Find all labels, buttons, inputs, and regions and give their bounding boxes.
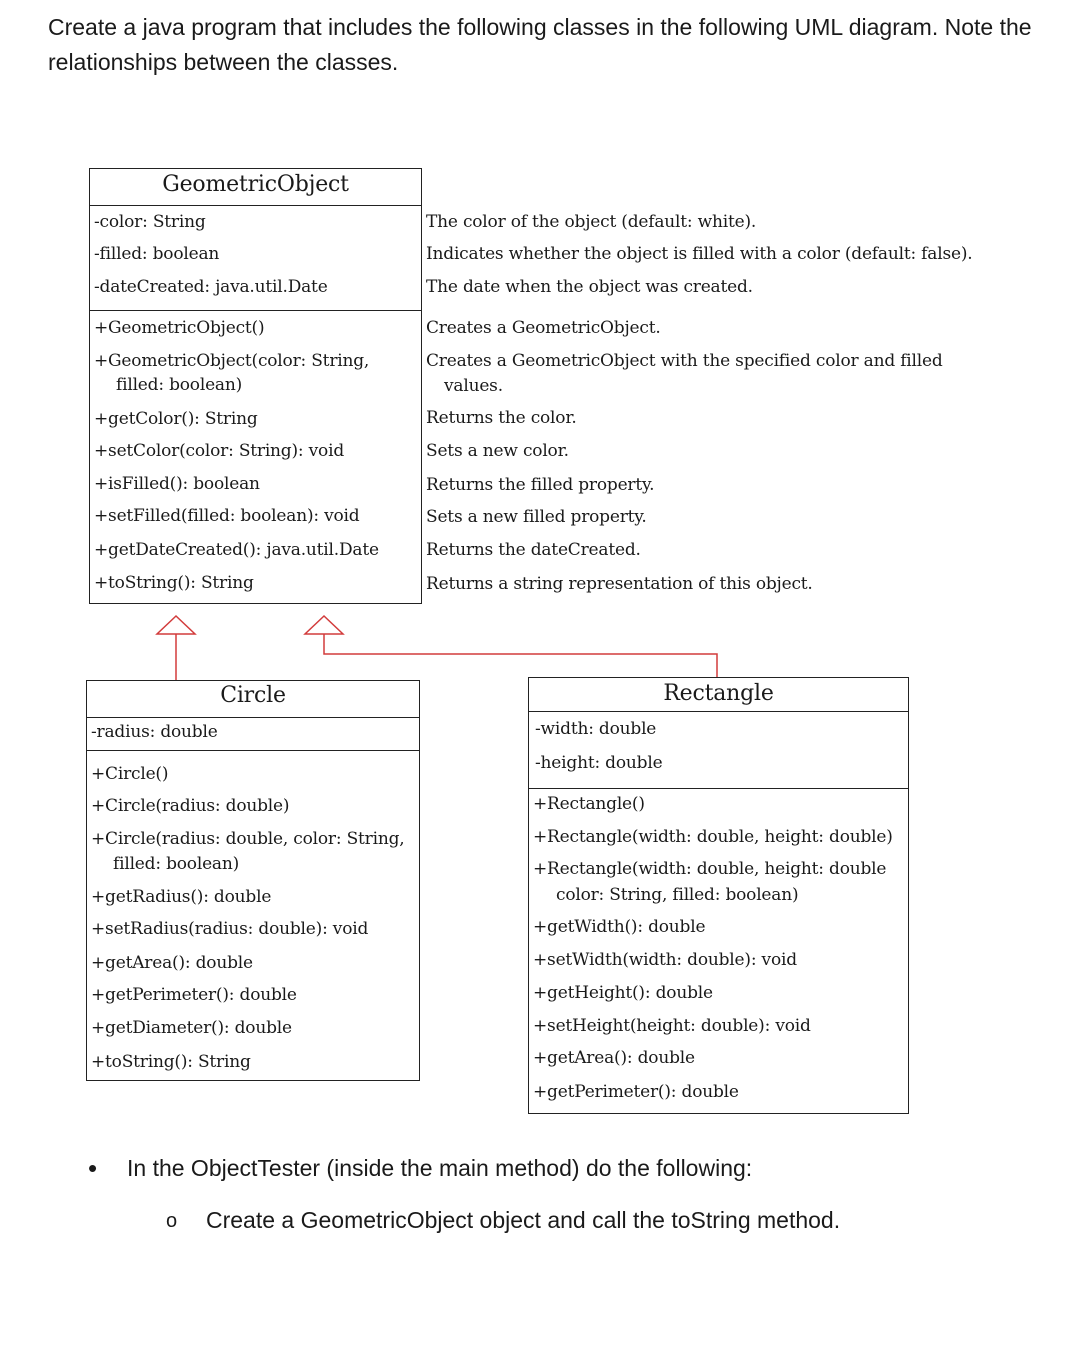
method-getdatecreated: +getDateCreated(): java.util.Date (94, 540, 379, 560)
method-getperimeter: +getPerimeter(): double (533, 1082, 739, 1102)
method-constructor-radius: +Circle(radius: double) (91, 796, 290, 816)
method-constructor-full-cont: filled: boolean) (113, 854, 240, 874)
method-constructor-full: +Circle(radius: double, color: String, (91, 829, 405, 849)
method-getarea: +getArea(): double (91, 953, 253, 973)
class-name-circle: Circle (220, 683, 286, 708)
method-constructor-wh: +Rectangle(width: double, height: double) (533, 827, 893, 847)
class-name-geometricobject: GeometricObject (162, 172, 349, 197)
divider-header (529, 711, 908, 712)
divider-fields (529, 788, 908, 789)
note-constructor: Creates a GeometricObject. (426, 318, 661, 338)
method-constructor: +GeometricObject() (94, 318, 265, 338)
method-setheight: +setHeight(height: double): void (533, 1016, 811, 1036)
note-datecreated: The date when the object was created. (426, 277, 753, 297)
method-getwidth: +getWidth(): double (533, 917, 706, 937)
instruction-item: In the ObjectTester (inside the main method) do the following: (127, 1155, 753, 1181)
class-box-geometricobject (89, 168, 422, 604)
method-getarea: +getArea(): double (533, 1048, 695, 1068)
note-filled: Indicates whether the object is filled with a color (default: false). (426, 244, 973, 264)
inheritance-arrow-rectangle (305, 616, 343, 634)
note-constructor-args: Creates a GeometricObject with the specified color and filled (426, 351, 943, 371)
method-constructor-args: +GeometricObject(color: String, (94, 351, 370, 371)
field-height: -height: double (535, 753, 663, 773)
method-getheight: +getHeight(): double (533, 983, 713, 1003)
inheritance-line-rectangle (324, 634, 717, 677)
class-box-circle (86, 680, 420, 1081)
inheritance-arrow-circle (157, 616, 195, 634)
method-getdiameter: +getDiameter(): double (91, 1018, 292, 1038)
divider-header (90, 205, 421, 206)
method-constructor-args-cont: filled: boolean) (116, 375, 243, 395)
intro-paragraph: Create a java program that includes the following classes in the following UML diagram. Note the relationships between the classes. (48, 14, 1032, 75)
method-tostring: +toString(): String (91, 1052, 251, 1072)
method-constructor-full: +Rectangle(width: double, height: double (533, 859, 887, 879)
field-width: -width: double (535, 719, 657, 739)
class-name-rectangle: Rectangle (663, 681, 774, 706)
note-getcolor: Returns the color. (426, 408, 577, 428)
note-setfilled: Sets a new filled property. (426, 507, 647, 527)
field-radius: -radius: double (91, 722, 218, 742)
method-setfilled: +setFilled(filled: boolean): void (94, 506, 360, 526)
method-getperimeter: +getPerimeter(): double (91, 985, 297, 1005)
class-box-rectangle (528, 677, 909, 1114)
bullet-symbol: • (88, 1153, 98, 1183)
divider-fields (90, 310, 421, 311)
sub-bullet-symbol: o (166, 1210, 178, 1232)
divider-fields (87, 750, 419, 751)
note-tostring: Returns a string representation of this object. (426, 574, 813, 594)
note-isfilled: Returns the filled property. (426, 475, 655, 495)
method-setradius: +setRadius(radius: double): void (91, 919, 369, 939)
note-color: The color of the object (default: white). (426, 212, 757, 232)
field-filled: -filled: boolean (94, 244, 220, 264)
method-isfilled: +isFilled(): boolean (94, 474, 260, 494)
instruction-subitem: Create a GeometricObject object and call the toString method. (206, 1207, 841, 1233)
method-tostring: +toString(): String (94, 573, 254, 593)
method-constructor: +Rectangle() (533, 794, 645, 814)
method-getradius: +getRadius(): double (91, 887, 272, 907)
method-constructor: +Circle() (91, 764, 169, 784)
divider-header (87, 717, 419, 718)
method-constructor-full-cont: color: String, filled: boolean) (556, 885, 799, 905)
field-datecreated: -dateCreated: java.util.Date (94, 277, 328, 297)
method-getcolor: +getColor(): String (94, 409, 258, 429)
note-constructor-args-cont: values. (444, 376, 503, 396)
note-getdatecreated: Returns the dateCreated. (426, 540, 641, 560)
method-setcolor: +setColor(color: String): void (94, 441, 345, 461)
note-setcolor: Sets a new color. (426, 441, 569, 461)
field-color: -color: String (94, 212, 206, 232)
method-setwidth: +setWidth(width: double): void (533, 950, 797, 970)
